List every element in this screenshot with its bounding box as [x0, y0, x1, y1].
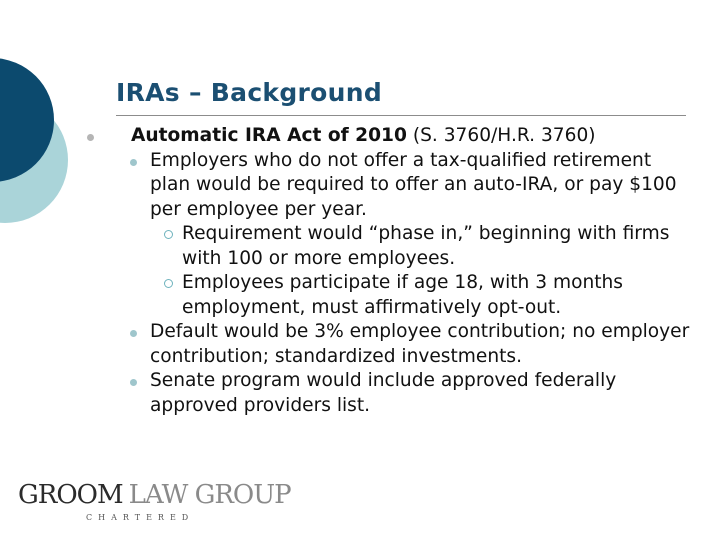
title-divider	[116, 115, 686, 116]
bullet-ring-icon	[164, 230, 173, 239]
act-citation: (S. 3760/H.R. 3760)	[406, 125, 596, 146]
bullet-employee-participation	[182, 271, 697, 320]
bullet-text: Default would be 3% employee contribution; no employer contribution; standardized investments.	[150, 321, 690, 367]
act-name: Automatic IRA Act of 2010	[131, 125, 407, 146]
bullet-text: Senate program would include approved federally approved providers list.	[150, 370, 617, 416]
logo-chartered-text: CHARTERED	[86, 513, 195, 522]
bullet-default-contribution	[150, 320, 695, 369]
bullet-employers-requirement	[150, 149, 695, 223]
bullet-ring-icon	[164, 279, 173, 288]
slide-body	[0, 124, 720, 418]
bullet-dot-icon	[130, 379, 137, 386]
bullet-text: Employees participate if age 18, with 3 months employment, must affirmatively opt-out.	[182, 272, 623, 318]
bullet-text: Requirement would “phase in,” beginning with firms with 100 or more employees.	[182, 223, 670, 269]
bullet-senate-program	[150, 369, 695, 418]
logo-wordmark	[18, 480, 291, 510]
bullet-dot-icon	[130, 330, 137, 337]
logo-groom-text: GROOM	[18, 480, 123, 510]
bullet-dot-icon	[87, 134, 94, 141]
bullet-automatic-ira-act	[131, 124, 691, 149]
groom-law-group-logo	[18, 480, 291, 524]
slide-title: IRAs – Background	[116, 78, 383, 107]
bullet-phase-in	[182, 222, 697, 271]
bullet-text: Employers who do not offer a tax-qualified retirement plan would be required to offer an auto-IRA, or pay $100 per employee per year.	[150, 149, 677, 220]
logo-law-group-text: LAW GROUP	[128, 480, 291, 510]
bullet-dot-icon	[130, 159, 137, 166]
